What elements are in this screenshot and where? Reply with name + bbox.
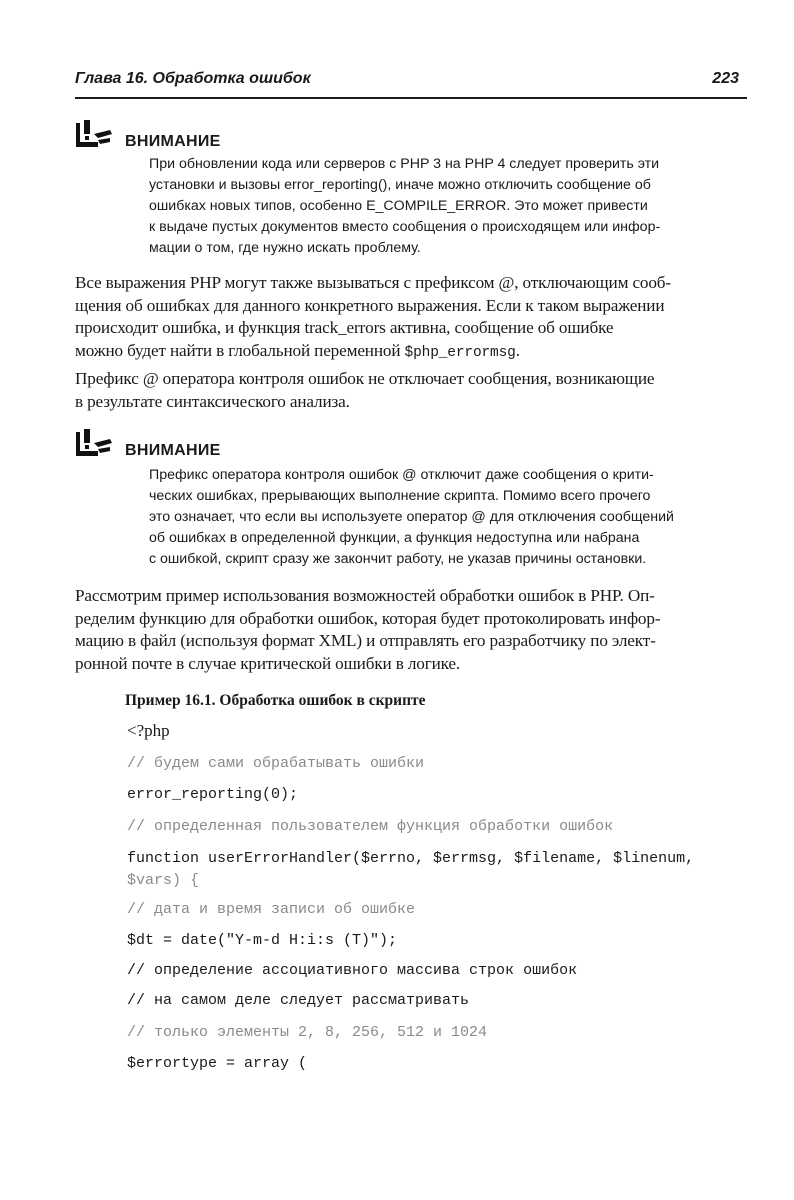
note-line: об ошибках в определенной функции, а функция недоступна или набрана [149,530,640,546]
note-title: ВНИМАНИЕ [125,442,221,459]
chapter-title: Глава 16. Обработка ошибок [75,70,311,87]
paragraph-line: происходит ошибка, и функция track_errors активна, сообщение об ошибке [75,318,614,337]
paragraph-line: ределим функцию для обработки ошибок, которая будет протоколировать инфор- [75,608,661,628]
paragraph-line: в результате синтаксического анализа. [75,391,350,411]
code-comment-line: // будем сами обрабатывать ошибки [127,755,425,772]
paragraph-line [75,340,747,365]
note-line: установки и вызовы error_reporting(), иначе можно отключить сообщение об [149,177,651,193]
note-line: ошибках новых типов, особенно E_COMPILE_ERROR. Это может привести [149,198,648,214]
note-line: с ошибкой, скрипт сразу же закончит работу, не указав причины остановки. [149,551,647,567]
code-comment-line: // определенная пользователем функция обработки ошибок [127,818,614,835]
note-line: мации о том, где нужно искать проблему. [149,240,421,256]
note-line: Префикс оператора контроля ошибок @ отключит даже сообщения о крити- [149,467,654,483]
inline-code: $php_errormsg [404,344,516,361]
note-body [149,465,747,570]
code-comment-line: // на самом деле следует рассматривать [127,992,470,1009]
body-paragraph [75,585,747,675]
paragraph-line: ронной почте в случае критической ошибки в логике. [75,653,461,673]
code-comment-line: // определение ассоциативного массива строк ошибок [127,962,578,979]
paragraph-text: . [515,340,520,360]
code-line: $vars) { [127,872,200,889]
code-comment-line: // только элементы 2, 8, 256, 512 и 1024 [127,1024,488,1041]
note-line: При обновлении кода или серверов с PHP 3 на PHP 4 следует проверить эти [149,156,660,172]
note-line: это означает, что если вы используете оператор @ для отключения сообщений [149,509,674,525]
paragraph-text: можно будет найти в глобальной переменной [75,340,405,360]
note-title: ВНИМАНИЕ [125,133,221,150]
page-number: 223 [712,70,739,87]
code-line: function userErrorHandler($errno, $errmsg, $filename, $linenum, [127,850,695,867]
caution-hand-icon [74,118,118,152]
paragraph-line: Рассмотрим пример использования возможностей обработки ошибок в PHP. Оп- [75,586,655,605]
note-line: к выдаче пустых документов вместо сообщения о происходящем или инфор- [149,219,661,235]
header-rule [75,97,747,99]
code-line: <?php [127,721,170,740]
paragraph-line: мацию в файл (используя формат XML) и отправлять его разработчику по элект- [75,631,656,650]
code-line: $dt = date("Y-m-d H:i:s (T)"); [127,932,398,949]
paragraph-line: щения об ошибках для данного конкретного выражения. Если к таком выражении [75,295,665,315]
body-paragraph [75,368,747,413]
code-comment-line: // дата и время записи об ошибке [127,901,416,918]
caution-hand-icon [74,427,118,461]
example-caption: Пример 16.1. Обработка ошибок в скрипте [125,692,426,709]
note-line: ческих ошибках, прерывающих выполнение скрипта. Помимо всего прочего [149,488,651,504]
code-line: $errortype = array ( [127,1055,308,1072]
paragraph-line: Префикс @ оператора контроля ошибок не отключает сообщения, возникающие [75,369,655,388]
body-paragraph [75,272,747,364]
note-body [149,154,747,259]
code-line: error_reporting(0); [127,786,299,803]
running-header [75,68,747,92]
paragraph-line: Все выражения PHP могут также вызываться с префиксом @, отключающим сооб- [75,273,671,292]
